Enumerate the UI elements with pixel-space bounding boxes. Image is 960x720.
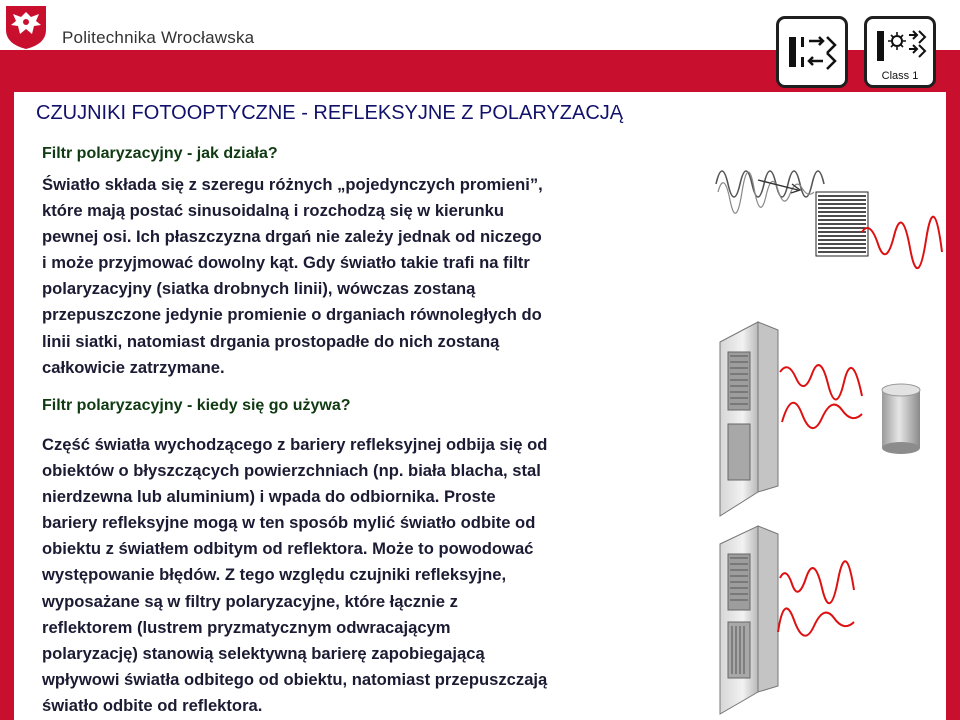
text-line: i może przyjmować dowolny kąt. Gdy światło takie trafi na filtr	[42, 253, 530, 273]
laser-class-label: Class 1	[881, 70, 919, 82]
text-line: pewnej osi. Ich płaszczyzna drgań nie zależy jednak od niczego	[42, 227, 542, 247]
text-line: Światło składa się z szeregu różnych „pojedynczych promieni”,	[42, 175, 543, 194]
text-line: obiektów o błyszczących powierzchniach (np. biała blacha, stal	[42, 461, 541, 481]
text-line: światło odbite od reflektora.	[42, 695, 263, 715]
section-heading-when-used: Filtr polaryzacyjny - kiedy się go używa?	[42, 397, 351, 414]
text-line: linii siatki, natomiast drgania prostopadłe do nich zostaną	[42, 331, 500, 351]
reflective-sensor-symbol-icon	[776, 16, 848, 88]
paragraph-when-used	[42, 432, 702, 719]
right-accent-edge	[946, 92, 960, 720]
text-line: które mają postać sinusoidalną i rozchodzą się w kierunku	[42, 201, 504, 221]
section-heading-how-it-works: Filtr polaryzacyjny - jak działa?	[42, 145, 278, 162]
text-line: polaryzacyjny (siatka drobnych linii), wówczas zostaną	[42, 279, 476, 299]
prism-reflector-icon	[720, 526, 778, 714]
polarization-filter-diagram-icon	[716, 171, 942, 268]
text-line: przepuszczone jedynie promienie o drganiach równoległych do	[42, 305, 542, 325]
text-line: Część światła wychodzącego z bariery refleksyjnej odbija się od	[42, 435, 548, 454]
polarization-illustration	[712, 152, 946, 720]
reflective-sensor-housing-icon	[720, 322, 778, 516]
university-name: Politechnika Wrocławska	[62, 28, 255, 47]
text-line: bariery refleksyjne mogą w ten sposób mylić światło odbite od	[42, 513, 536, 533]
paragraph-how-it-works	[42, 172, 702, 381]
text-line: wyposażane są w filtry polaryzacyjne, które łącznie z	[42, 591, 458, 611]
text-line: wpływowi światła odbitego od obiektu, natomiast przepuszczają	[42, 669, 548, 689]
text-line: nierdzewna lub aluminium) i wpada do odbiornika. Proste	[42, 487, 496, 507]
text-line: polaryzację) stanowią selektywną barierę zapobiegającą	[42, 643, 485, 663]
university-logo-icon	[4, 4, 48, 50]
text-line: reflektorem (lustrem pryzmatycznym odwracającym	[42, 617, 451, 637]
text-line: występowanie błędów. Z tego względu czujniki refleksyjne,	[42, 565, 507, 585]
slide-title: CZUJNIKI FOTOOPTYCZNE - REFLEKSYJNE Z POLARYZACJĄ	[36, 102, 624, 124]
shiny-cylinder-object-icon	[882, 384, 920, 454]
left-accent-edge	[0, 92, 14, 720]
text-line: obiektu z światłem odbitym od reflektora. Może to powodować	[42, 539, 534, 559]
text-line: całkowicie zatrzymane.	[42, 357, 225, 377]
